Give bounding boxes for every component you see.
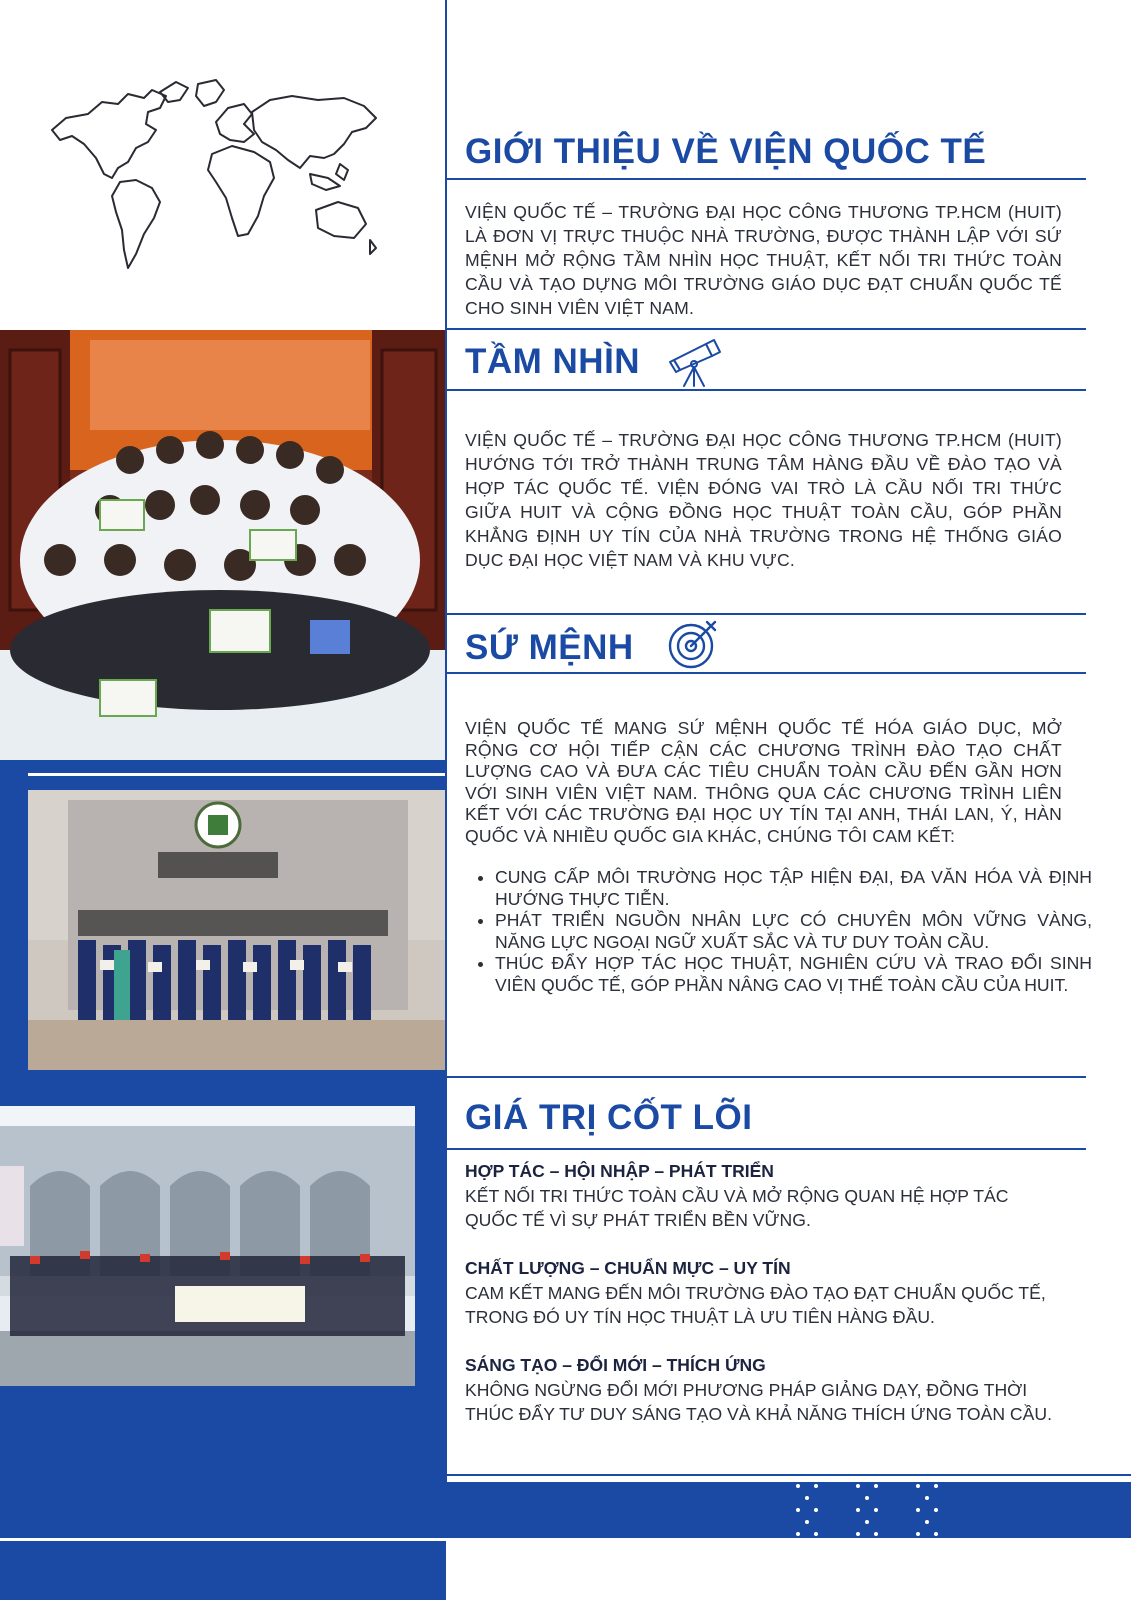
mission-text: VIỆN QUỐC TẾ MANG SỨ MỆNH QUỐC TẾ HÓA GIÁO DỤC, MỞ RỘNG CƠ HỘI TIẾP CẬN CÁC CHƯƠNG TRÌNH ĐÀO TẠO CHẤT LƯỢNG CAO VÀ ĐƯA CÁC TIÊU CHUẨN TOÀN CẦU ĐẾN GẦN HƠN VỚI SINH VIÊN VIỆT NAM. THÔNG QUA CÁC CHƯƠNG TRÌNH LIÊN KẾT VỚI CÁC TRƯỜNG ĐẠI HỌC UY TÍN TẠI ANH, THÁI LAN, Ý, HÀN QUỐC VÀ NHIỀU QUỐC GIA KHÁC, CHÚNG TÔI CAM KẾT: [465, 718, 1062, 846]
mission-bullet: • PHÁT TRIỂN NGUỒN NHÂN LỰC CÓ CHUYÊN MÔN VỮNG VÀNG, NĂNG LỰC NGOẠI NGỮ XUẤT SẮC VÀ TƯ DUY TOÀN CẦU. [495, 910, 1092, 953]
core-value-heading: CHẤT LƯỢNG – CHUẨN MỰC – UY TÍN [465, 1258, 791, 1278]
white-divider-line [28, 773, 446, 776]
dot-pattern-decoration [790, 1478, 960, 1542]
footer-top-line [0, 1474, 1131, 1476]
stadium-group-photo [0, 1106, 415, 1386]
footer-band [0, 1482, 1131, 1538]
core-values-title: GIÁ TRỊ CỐT LÕI [465, 1098, 753, 1137]
core-value-heading: SÁNG TẠO – ĐỔI MỚI – THÍCH ỨNG [465, 1355, 766, 1375]
intro-text: VIỆN QUỐC TẾ – TRƯỜNG ĐẠI HỌC CÔNG THƯƠNG TP.HCM (HUIT) LÀ ĐƠN VỊ TRỰC THUỘC NHÀ TRƯỜNG, ĐƯỢC THÀNH LẬP VỚI SỨ MỆNH MỞ RỘNG TẦM NHÌN HỌC THUẬT, KẾT NỐI TRI THỨC TOÀN CẦU VÀ TẠO DỰNG MÔI TRƯỜNG GIÁO DỤC ĐẠT CHUẨN QUỐC TẾ CHO SINH VIÊN VIỆT NAM. [465, 202, 1062, 318]
vision-title: TẦM NHÌN [465, 342, 641, 381]
world-map-icon [48, 78, 388, 278]
mission-title: SỨ MỆNH [465, 628, 634, 667]
mission-bullet: • THÚC ĐẨY HỢP TÁC HỌC THUẬT, NGHIÊN CỨU VÀ TRAO ĐỔI SINH VIÊN QUỐC TẾ, GÓP PHẦN NÂNG CAO VỊ THẾ TOÀN CẦU CỦA HUIT. [495, 953, 1092, 996]
university-group-photo [28, 790, 446, 1070]
mission-bullet: • CUNG CẤP MÔI TRƯỜNG HỌC TẬP HIỆN ĐẠI, ĐA VĂN HÓA VÀ ĐỊNH HƯỚNG THỰC TIỄN. [495, 867, 1092, 910]
intro-rule [446, 178, 1086, 180]
vision-rule [446, 389, 1086, 391]
mission-bullet-list [465, 867, 1092, 996]
core-value-description: KẾT NỐI TRI THỨC TOÀN CẦU VÀ MỞ RỘNG QUAN HỆ HỢP TÁC QUỐC TẾ VÌ SỰ PHÁT TRIỂN BỀN VỮNG. [465, 1186, 1009, 1230]
intro-title: GIỚI THIỆU VỀ VIỆN QUỐC TẾ [465, 132, 987, 171]
column-divider [445, 0, 447, 1482]
core-values-top-rule [446, 1076, 1086, 1078]
core-value-description: CAM KẾT MANG ĐẾN MÔI TRƯỜNG ĐÀO TẠO ĐẠT CHUẨN QUỐC TẾ, TRONG ĐÓ UY TÍN HỌC THUẬT LÀ ƯU TIÊN HÀNG ĐẦU. [465, 1283, 1046, 1327]
target-icon [667, 618, 719, 670]
mission-top-rule [446, 613, 1086, 615]
students-certificates-photo [0, 330, 446, 760]
core-values-rule [446, 1148, 1086, 1150]
vision-top-rule [446, 328, 1086, 330]
telescope-icon [668, 336, 722, 388]
core-value-description: KHÔNG NGỪNG ĐỔI MỚI PHƯƠNG PHÁP GIẢNG DẠY, ĐỒNG THỜI THÚC ĐẨY TƯ DUY SÁNG TẠO VÀ KHẢ NĂNG THÍCH ỨNG TOÀN CẦU. [465, 1380, 1052, 1424]
footer-bottom-panel [0, 1541, 446, 1600]
core-value-heading: HỢP TÁC – HỘI NHẬP – PHÁT TRIỂN [465, 1161, 774, 1181]
vision-text: VIỆN QUỐC TẾ – TRƯỜNG ĐẠI HỌC CÔNG THƯƠNG TP.HCM (HUIT) HƯỚNG TỚI TRỞ THÀNH TRUNG TÂM HÀNG ĐẦU VỀ ĐÀO TẠO VÀ HỢP TÁC QUỐC TẾ. VIỆN ĐÓNG VAI TRÒ LÀ CẦU NỐI TRI THỨC GIỮA HUIT VÀ CỘNG ĐỒNG HỌC THUẬT TOÀN CẦU, GÓP PHẦN KHẲNG ĐỊNH UY TÍN CỦA NHÀ TRƯỜNG TRONG HỆ THỐNG GIÁO DỤC ĐẠI HỌC VIỆT NAM VÀ KHU VỰC. [465, 430, 1062, 570]
mission-rule [446, 672, 1086, 674]
